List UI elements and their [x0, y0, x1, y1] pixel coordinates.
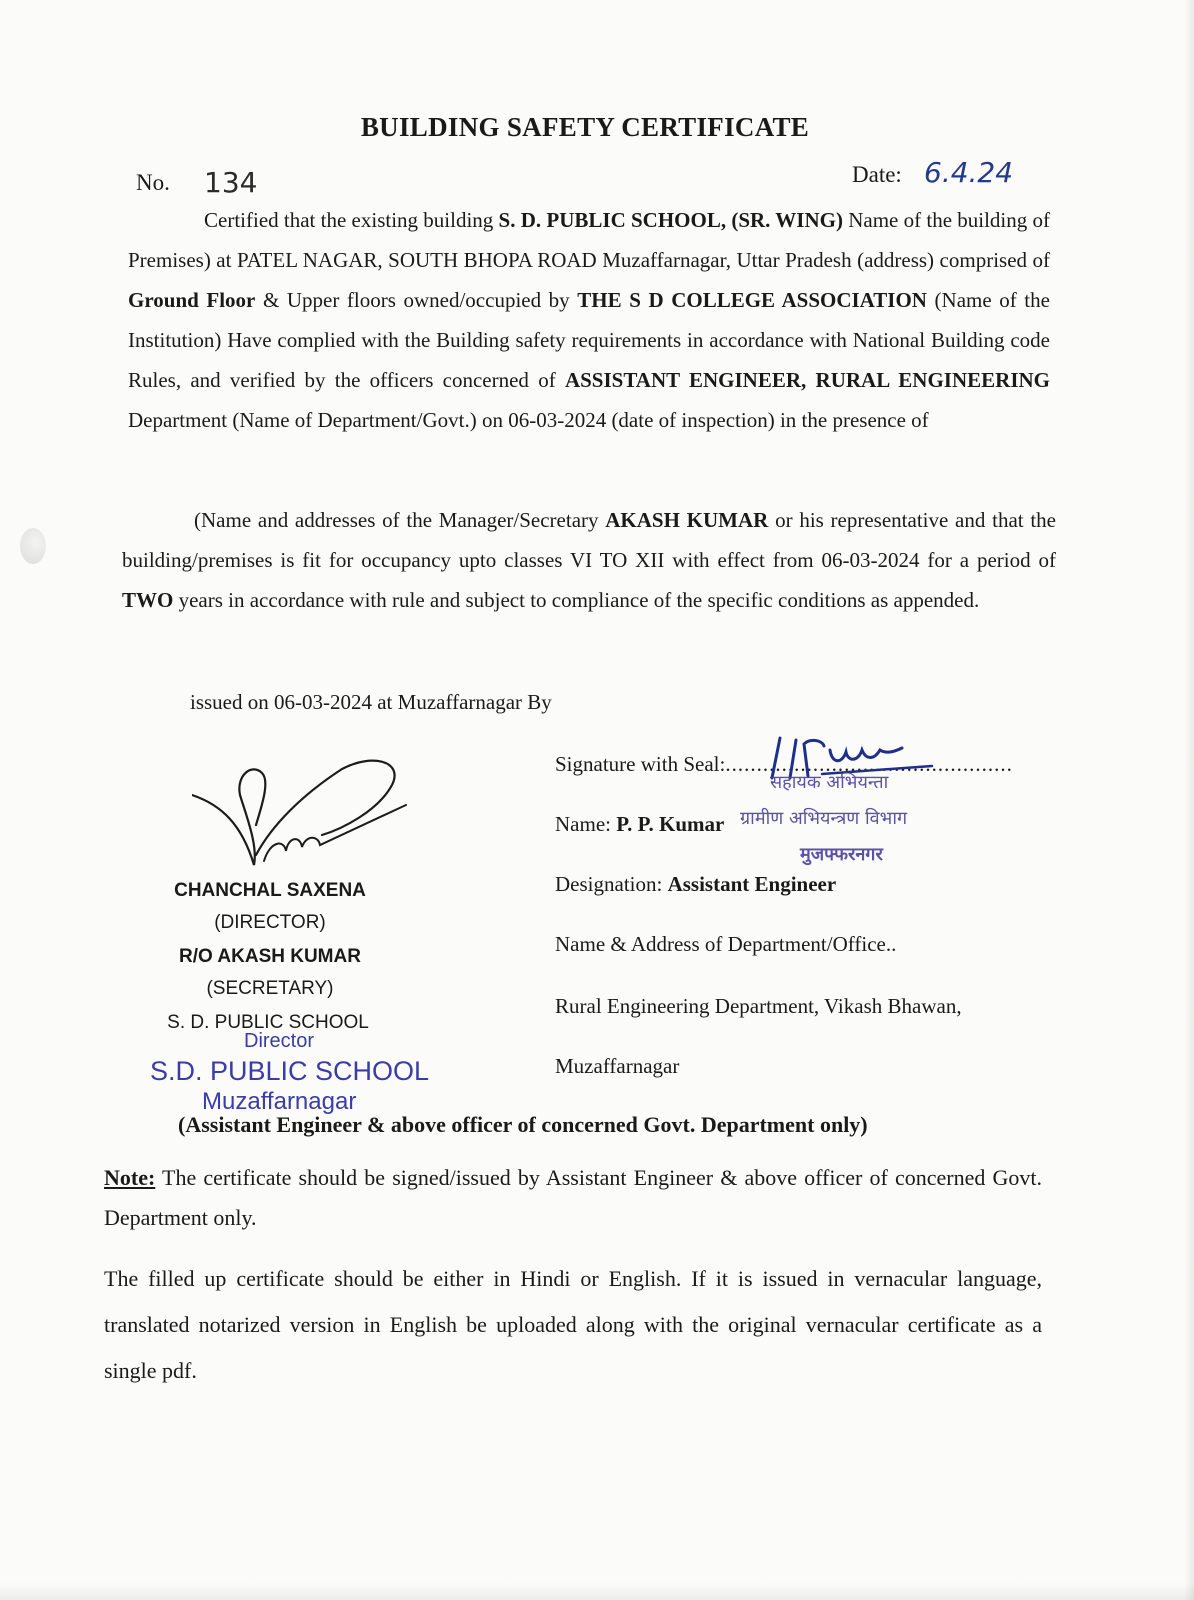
certification-paragraph — [128, 200, 1050, 440]
para1-text-3: & Upper floors owned/occupied by — [255, 288, 578, 312]
officer-stamp-line-2: ग्रामीण अभियन्त्रण विभाग — [740, 808, 908, 829]
para1-text-1: Certified that the existing building — [204, 208, 499, 232]
authority-note: (Assistant Engineer & above officer of concerned Govt. Department only) — [178, 1112, 868, 1137]
certificate-number-label: No. — [136, 170, 170, 195]
owner-institution: THE S D COLLEGE ASSOCIATION — [577, 288, 927, 312]
manager-name: AKASH KUMAR — [605, 508, 769, 532]
school-stamp-director: Director — [244, 1030, 315, 1052]
officer-designation-line — [555, 872, 836, 897]
para1-text-5: Department (Name of Department/Govt.) on 06-03-2024 (date of inspection) in the presence of — [128, 408, 929, 432]
school-stamp-city: Muzaffarnagar — [202, 1088, 357, 1115]
certificate-date-label: Date: — [852, 162, 902, 187]
officer-stamp-line-1: सहायक अभियन्ता — [770, 772, 889, 793]
officer-name-line — [555, 812, 724, 837]
para2-text-3: years in accordance with rule and subject to compliance of the specific conditions as appended. — [173, 588, 980, 612]
signature-label: Signature with Seal: — [555, 752, 726, 776]
department-address-line-1: Rural Engineering Department, Vikash Bhawan, — [555, 994, 962, 1018]
officer-stamp-line-3: मुजफ्फरनगर — [800, 844, 883, 865]
certificate-date-handwritten: 6.4.24 — [924, 156, 1014, 189]
secretary-role: (SECRETARY) — [206, 978, 334, 999]
validity-period: TWO — [122, 588, 174, 612]
issued-line: issued on 06-03-2024 at Muzaffarnagar By — [190, 690, 552, 714]
director-name: CHANCHAL SAXENA — [174, 880, 366, 901]
secretary-reference: R/O AKASH KUMAR — [179, 946, 361, 967]
note-label: Note: — [104, 1165, 156, 1190]
officer-name-label: Name: — [555, 812, 617, 836]
certificate-title: BUILDING SAFETY CERTIFICATE — [360, 112, 810, 142]
note-paragraph — [104, 1158, 1042, 1238]
officer-name-value: P. P. Kumar — [616, 812, 725, 836]
designation-label: Designation: — [555, 872, 668, 896]
certificate-number-handwritten: 134 — [204, 166, 258, 199]
department-address-line-2: Muzaffarnagar — [555, 1054, 680, 1078]
floor-description: Ground Floor — [128, 288, 256, 312]
para2-text-2: or his representative and that the building/premises is fit for occupancy upto classes VI TO XII with effect from 06-03-2024 for a period of — [122, 508, 1057, 572]
para1-text-4: (Name of the Institution) Have complied with the Building safety requirements in accordance with National Building code Rules, and verified by the officers concerned of — [128, 288, 1050, 392]
language-instruction: The filled up certificate should be either in Hindi or English. If it is issued in vernacular language, translated notarized version in English be uploaded along with the original vernacular certificate as a single pdf. — [104, 1266, 1042, 1383]
school-name: S. D. PUBLIC SCHOOL — [167, 1012, 369, 1033]
para2-text-1: (Name and addresses of the Manager/Secretary — [194, 508, 606, 532]
note-text: The certificate should be signed/issued by Assistant Engineer & above officer of concerned Govt. Department only. — [104, 1165, 1042, 1230]
department-heading: Name & Address of Department/Office.. — [555, 932, 897, 956]
director-role: (DIRECTOR) — [214, 912, 326, 933]
designation-value: Assistant Engineer — [667, 872, 837, 896]
inspecting-department: ASSISTANT ENGINEER, RURAL ENGINEERING — [564, 368, 1050, 392]
building-name: S. D. PUBLIC SCHOOL, (SR. WING) — [498, 208, 843, 232]
para1-text-2: Name of the building of Premises) at PATEL NAGAR, SOUTH BHOPA ROAD Muzaffarnagar, Uttar Pradesh (address) comprised of — [128, 208, 1051, 272]
page-right-edge-shadow — [1184, 0, 1194, 1600]
page-bottom-edge-shadow — [0, 1582, 1194, 1600]
director-handwritten-signature — [192, 755, 422, 895]
school-stamp-name: S.D. PUBLIC SCHOOL — [150, 1056, 430, 1086]
page-edge-mark — [20, 528, 46, 564]
signature-dots: .............................................. — [725, 752, 1013, 776]
occupancy-paragraph — [122, 500, 1056, 620]
